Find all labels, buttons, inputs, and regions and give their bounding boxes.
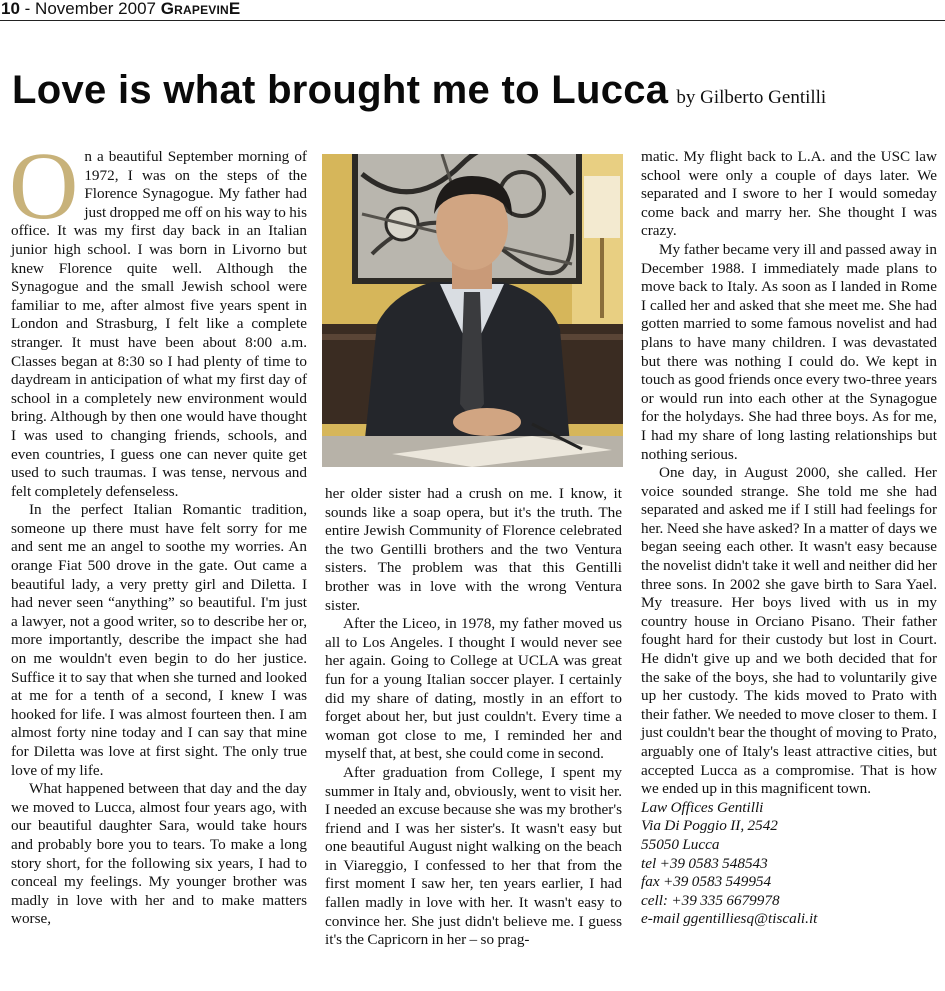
article-column-1 (9, 132, 307, 929)
article-paragraph: matic. My flight back to L.A. and the USC law school were only a couple of days later. We separated and I swore to her I would someday come back and marry her. She thought I was crazy. (641, 148, 937, 240)
article-paragraph: What happened between that day and the day we moved to Lucca, almost four years ago, with our beautiful daughter Sara, would take hours and probably bore you to tears. To make a long story short, for the following six years, I had to conceal my feelings. My younger brother was madly in love with her and to make matters worse, (11, 780, 307, 928)
contact-city: 55050 Lucca (641, 835, 720, 853)
contact-cell: cell: +39 335 6679978 (641, 891, 780, 909)
article-headline (12, 68, 942, 113)
contact-street: Via Di Poggio II, 2542 (641, 817, 778, 835)
article-byline: by Gilberto Gentilli (676, 87, 827, 108)
author-photo (322, 154, 623, 467)
article-paragraph: After the Liceo, in 1978, my father moved us all to Los Angeles. I thought I would never see her again. Going to College at UCLA was great fun for a young Italian soccer player. I certainly did my share of dating, mostly in an effort to forget about her, but just couldn't. Every time a woman got close to me, I reminded her and myself that, at best, she could come in second. (325, 615, 622, 763)
article-column-3 (641, 148, 937, 929)
page-number: 10 (1, 0, 20, 18)
portrait-photo-icon (322, 154, 623, 467)
article-paragraph: her older sister had a crush on me. I know, it sounds like a soap opera, but it's the truth. The entire Jewish Community of Florence celebrated the two Gentilli brothers and the two Ventura sisters. The problem was that this Gentilli brother was in love with the wrong Ventura sister. (325, 485, 622, 614)
contact-tel: tel +39 0583 548543 (641, 854, 768, 872)
contact-firm: Law Offices Gentilli (641, 798, 764, 816)
article-paragraph: In the perfect Italian Romantic tradition, someone up there must have felt sorry for me and sent me an angel to soothe my worries. An orange Fiat 500 drove in the gate. Out came a beautiful lady, a very pretty girl and Diletta. I had never seen “anything” so beautiful. I'm just a lawyer, not a good writer, so to describe her or, more importantly, describe the impact she had on me wouldn't even begin to do her justice. Suffice it to say that when she turned and looked at me for a tenth of a second, I knew I was hooked for life. I was almost fourteen then. I am almost forty nine today and I can say that mine for Diletta was love at first sight. The only true love of my life. (11, 501, 307, 779)
article-paragraph: One day, in August 2000, she called. Her voice sounded strange. She told me she had separated and asked me if I still had feelings for her. Need she have asked? In a matter of days we began seeing each other. It wasn't easy because the novelist didn't take it well and neither did her three sons. In 2002 she gave birth to Sara Yael. My treasure. Her boys lived with us in my country house in Orciano Pisano. Their father fought hard for their custody but lost in Court. He didn't give up and we both decided that for the sake of the boys, she had to voluntarily give up her custody. The kids moved to Prato with their father. We needed to move closer to them. I just couldn't bear the thought of moving to Prato, arguably one of Italy's least attractive cities, but accepted Lucca as a compromise. That is how we ended up in this magnificent town. (641, 464, 937, 798)
contact-fax: fax +39 0583 549954 (641, 873, 772, 891)
contact-email[interactable]: e-mail ggentilliesq@tiscali.it (641, 910, 818, 928)
dateline: - November 2007 (24, 0, 156, 18)
publication-name: GrapevinE (160, 0, 241, 18)
contact-block (641, 799, 937, 929)
page-header (0, 0, 945, 21)
article-title: Love is what brought me to Lucca (12, 68, 669, 112)
drop-cap: O (9, 132, 79, 239)
article-paragraph (9, 132, 307, 501)
article-paragraph: After graduation from College, I spent my summer in Italy and, obviously, went to visit her. I needed an excuse because she was my brother's friend and I was her sister's. It wasn't easy but one beautiful August night walking on the beach in Viareggio, I confessed to her that from the first moment I saw her, ten years earlier, I had fallen madly in love with her. It wasn't easy to convince her. She just didn't believe me. I guess it's the Capricorn in her – so prag- (325, 763, 622, 949)
paragraph-text: n a beautiful September morning of 1972, I was on the steps of the Florence Synagogue. My father had just dropped me off on his way to his office. It was my first day back in an Italian junior high school. I was born in Livorno but knew Florence quite well. Although the Synagogue and the small Jewish school were familiar to me, after almost five years spent in London and Strasburg, I felt like a complete stranger. It must have been about 8:00 a.m. Classes began at 8:30 so I had plenty of time to daydream in anticipation of what my first day of school in a completely new environment would bring. Although by then one would have thought I was used to changing friends, schools, and even countries, I guess one can never quite get used to such traumas. I was tense, nervous and felt completely defenseless. (11, 148, 307, 500)
article-paragraph: My father became very ill and passed away in December 1988. I immediately made plans to move back to Italy. As soon as I landed in Rome I called her and asked that she meet me. She had gotten married to some famous novelist and had plans to have many children. I was devastated but there was nothing I could do. We kept in touch as good friends once every two-three years or would run into each other at the Synagogue for the holydays. She had three boys. As for me, I had my share of long lasting relationships but nothing serious. (641, 240, 937, 463)
article-column-2 (325, 485, 622, 950)
